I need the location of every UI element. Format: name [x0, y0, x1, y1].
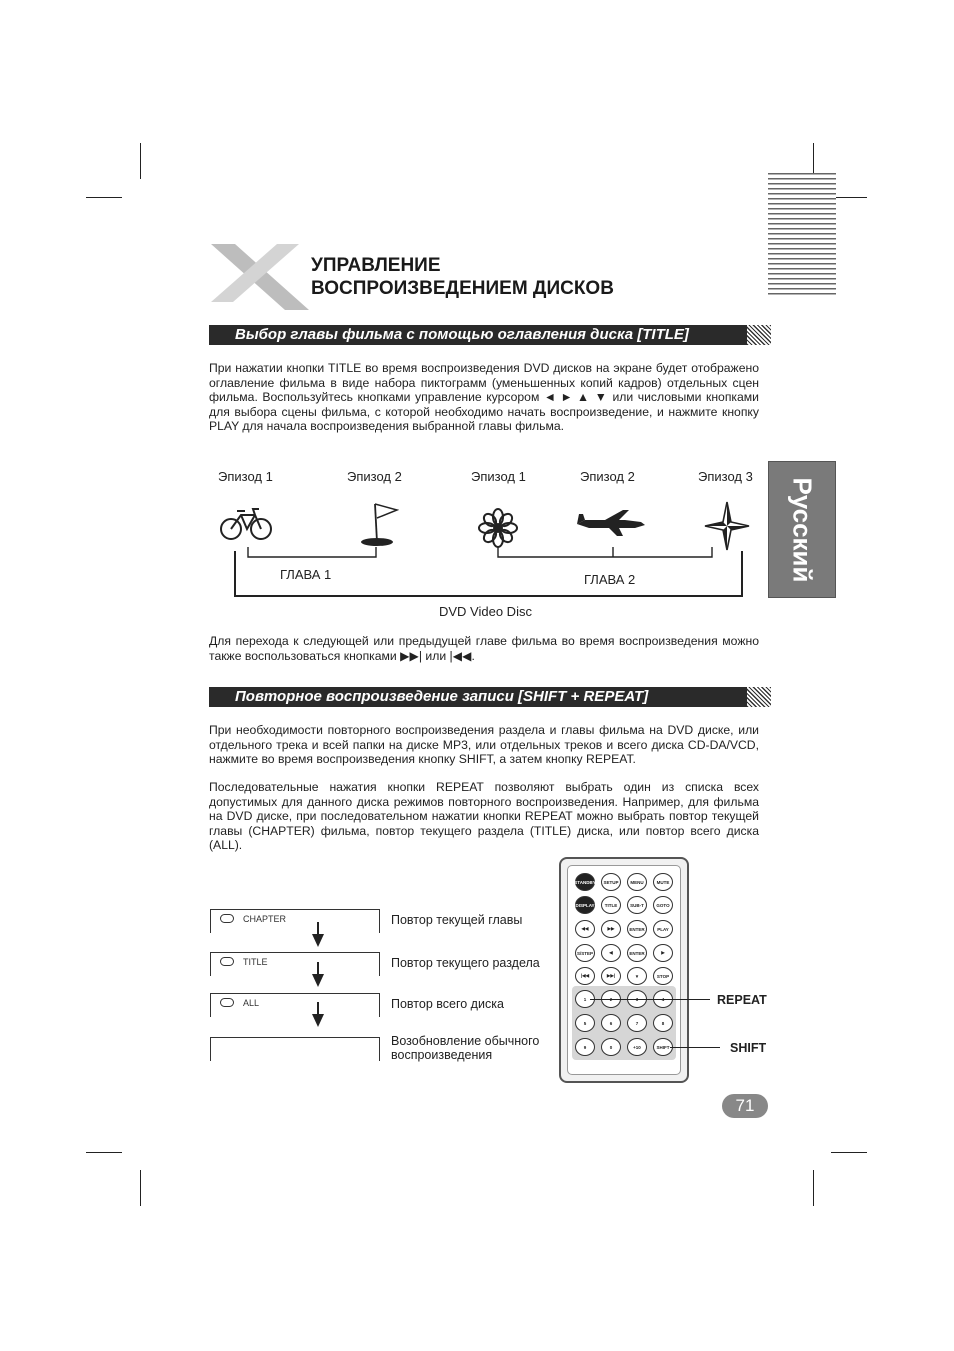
- brand-x-logo: [207, 240, 312, 312]
- remote-button[interactable]: ▶▶|: [601, 967, 621, 985]
- episode-label: Эпизод 1: [218, 469, 273, 484]
- section2-paragraph2: Последовательные нажатия кнопки REPEAT позволяют выбрать один из списка всех допустимых для данного диска режимов повторного воспроизведения. Например, для фильма на DVD диске, при последовательном нажатии кнопки REPEAT можно выбрать повтор текущей главы (CHAPTER) фильма, повтор текущего раздела (TITLE) диска, или повтор всего диска (ALL).: [209, 780, 759, 852]
- crop-mark: [831, 1152, 867, 1153]
- disc-label: DVD Video Disc: [439, 604, 532, 619]
- repeat-icon: [220, 957, 234, 966]
- remote-button[interactable]: |◀◀: [575, 967, 595, 985]
- repeat-osd-chapter: [210, 909, 380, 933]
- bicycle-icon: [219, 505, 273, 541]
- remote-button[interactable]: ◀◀: [575, 920, 595, 938]
- repeat-icon: [220, 998, 234, 1007]
- remote-button[interactable]: STOP: [653, 967, 673, 985]
- remote-button[interactable]: +10: [627, 1038, 647, 1056]
- repeat-desc: Возобновление обычного воспроизведения: [391, 1034, 540, 1062]
- flag-icon: [355, 500, 399, 548]
- decorative-stripes: [768, 173, 836, 297]
- remote-button[interactable]: DISPLAY: [575, 896, 595, 914]
- remote-button[interactable]: MENU: [627, 873, 647, 891]
- section2-paragraph1: При необходимости повторного воспроизведения раздела и главы фильма на DVD диске, или отдельного трека и всей папки на диске MP3, или отдельных треков и всего диска CD-DA/VCD, нажмите во время воспроизведения кнопку SHIFT, а затем кнопку REPEAT.: [209, 723, 759, 766]
- crop-mark: [140, 1170, 141, 1206]
- page-number: 71: [722, 1094, 768, 1118]
- repeat-desc: Повтор всего диска: [391, 997, 504, 1011]
- remote-button[interactable]: 5: [575, 1014, 595, 1032]
- repeat-callout: REPEAT: [717, 993, 767, 1007]
- repeat-osd-title: [210, 952, 380, 976]
- remote-button[interactable]: ◀: [601, 944, 621, 962]
- remote-button[interactable]: PLAY: [653, 920, 673, 938]
- remote-button[interactable]: SHIFT: [653, 1038, 673, 1056]
- remote-button[interactable]: SETUP: [601, 873, 621, 891]
- remote-button[interactable]: ENTER: [627, 944, 647, 962]
- down-arrow-icon: [311, 1002, 325, 1028]
- remote-button[interactable]: MUTE: [653, 873, 673, 891]
- crop-mark: [831, 197, 867, 198]
- remote-button[interactable]: 0: [601, 1038, 621, 1056]
- crop-mark: [140, 143, 141, 179]
- language-tab: Русский: [768, 461, 836, 598]
- osd-text: ALL: [243, 998, 260, 1008]
- remote-button[interactable]: ENTER: [627, 920, 647, 938]
- remote-button[interactable]: SUB-T: [627, 896, 647, 914]
- flower-icon: [478, 508, 518, 548]
- down-arrow-icon: [311, 962, 325, 988]
- osd-text: TITLE: [243, 957, 268, 967]
- repeat-osd-off: [210, 1037, 380, 1061]
- remote-button[interactable]: ▶▶: [601, 920, 621, 938]
- section-heading-repeat: Повторное воспроизведение записи [SHIFT + REPEAT]: [209, 687, 749, 707]
- remote-button[interactable]: ▼: [627, 967, 647, 985]
- repeat-icon: [220, 914, 234, 923]
- episode-label: Эпизод 1: [471, 469, 526, 484]
- episode-label: Эпизод 2: [347, 469, 402, 484]
- repeat-desc: Повтор текущей главы: [391, 913, 523, 927]
- remote-button[interactable]: S/STEP: [575, 944, 595, 962]
- remote-button[interactable]: GOTO: [653, 896, 673, 914]
- remote-button[interactable]: 7: [627, 1014, 647, 1032]
- remote-button[interactable]: 9: [575, 1038, 595, 1056]
- repeat-osd-all: [210, 993, 380, 1017]
- remote-button[interactable]: 8: [653, 1014, 673, 1032]
- section1-note: Для перехода к следующей или предыдущей главе фильма во время воспроизведения можно также воспользоваться кнопками ▶▶| или |◀◀.: [209, 634, 759, 663]
- episode-label: Эпизод 3: [698, 469, 753, 484]
- osd-text: CHAPTER: [243, 914, 287, 924]
- shift-callout: SHIFT: [730, 1041, 767, 1055]
- section-heading-title: Выбор главы фильма с помощью оглавления диска [TITLE]: [209, 325, 749, 345]
- remote-button[interactable]: 1: [575, 990, 595, 1008]
- crop-mark: [813, 1170, 814, 1206]
- chapter1-label: ГЛАВА 1: [280, 567, 332, 582]
- remote-button[interactable]: 6: [601, 1014, 621, 1032]
- shift-callout-line: [670, 1047, 720, 1048]
- repeat-callout-line: [590, 999, 710, 1000]
- remote-button[interactable]: STANDBY: [575, 873, 595, 891]
- down-arrow-icon: [311, 922, 325, 948]
- airplane-icon: [575, 508, 647, 538]
- chapter2-label: ГЛАВА 2: [584, 572, 636, 587]
- repeat-desc: Повтор текущего раздела: [391, 956, 540, 970]
- remote-button[interactable]: TITLE: [601, 896, 621, 914]
- heading-hatch: [747, 325, 771, 345]
- heading-hatch: [747, 687, 771, 707]
- section1-paragraph: При нажатии кнопки TITLE во время воспроизведения DVD дисков на экране будет отображено оглавление фильма в виде набора пиктограмм (уменьшенных копий кадров) отдельных сцен фильма. Воспользуйтесь кнопками управление курсором ◄ ► ▲ ▼ или числовыми кнопками для выбора сцены фильма, с которой необходимо начать воспроизведение, и нажмите кнопку PLAY для начала воспроизведения выбранной главы фильма.: [209, 361, 759, 433]
- page-title: УПРАВЛЕНИЕ ВОСПРОИЗВЕДЕНИЕМ ДИСКОВ: [311, 255, 614, 299]
- crop-mark: [86, 1152, 122, 1153]
- episode-label: Эпизод 2: [580, 469, 635, 484]
- crop-mark: [86, 197, 122, 198]
- remote-button[interactable]: ▶: [653, 944, 673, 962]
